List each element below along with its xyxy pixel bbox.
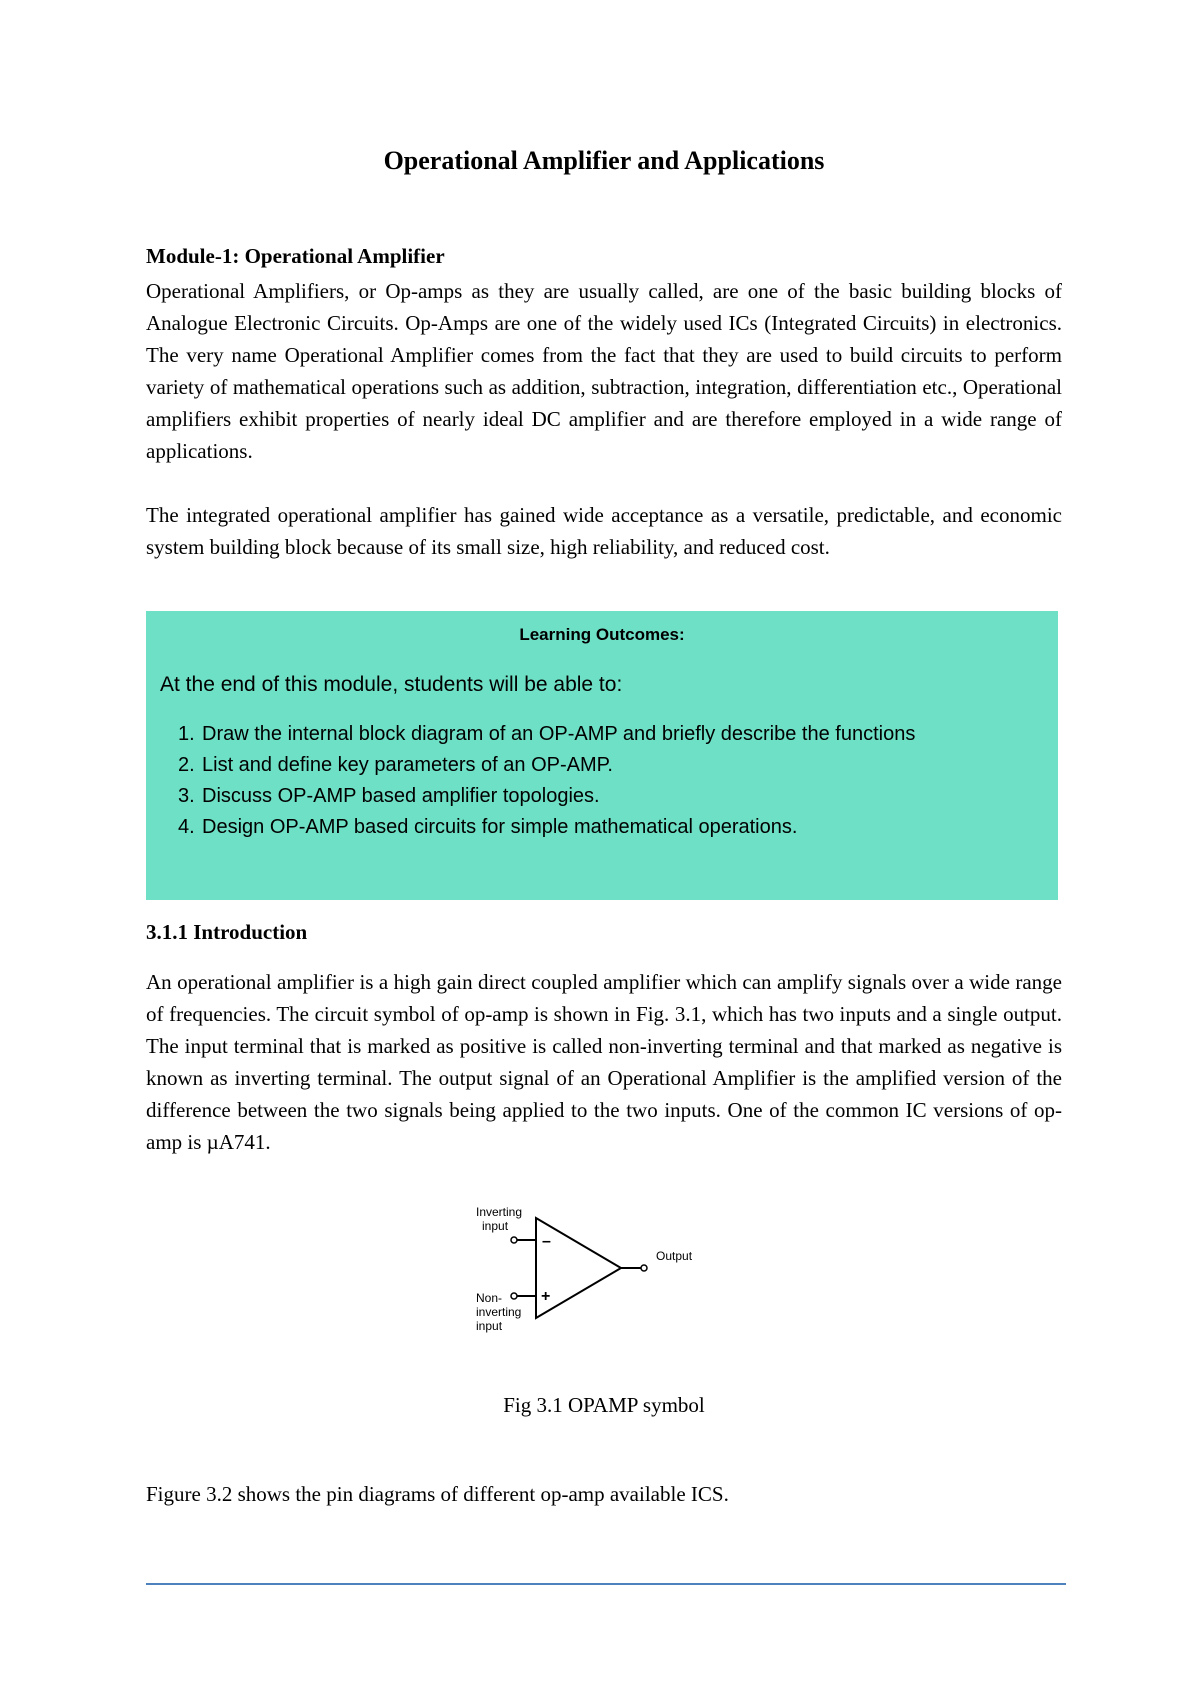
outcome-item-2 — [160, 750, 915, 781]
outcome-text: List and define key parameters of an OP-AMP. — [202, 754, 613, 776]
learning-outcomes-box — [146, 611, 1058, 900]
outcome-item-4 — [160, 812, 915, 843]
minus-sign: – — [542, 1233, 551, 1250]
noninverting-label-line3: input — [476, 1319, 503, 1333]
noninverting-label-line2: inverting — [476, 1305, 522, 1319]
outcome-number: 1. — [178, 723, 195, 745]
footer-rule — [146, 1583, 1066, 1585]
learning-outcomes-title: Learning Outcomes: — [519, 625, 685, 644]
opamp-symbol-diagram — [476, 1200, 726, 1350]
figure-caption: Fig 3.1 OPAMP symbol — [503, 1393, 705, 1417]
outcome-text: Discuss OP-AMP based amplifier topologies. — [202, 785, 600, 807]
noninverting-input-terminal — [511, 1293, 517, 1299]
output-label: Output — [656, 1249, 693, 1263]
output-terminal — [641, 1265, 647, 1271]
outcome-item-1 — [160, 719, 915, 750]
outcome-number: 4. — [178, 816, 195, 838]
learning-outcomes-intro: At the end of this module, students will be able to: — [160, 673, 623, 696]
outcome-text: Draw the internal block diagram of an OP-AMP and briefly describe the functions — [202, 723, 916, 745]
introduction-paragraph: An operational amplifier is a high gain direct coupled amplifier which can amplify signals over a wide range of frequencies. The circuit symbol of op-amp is shown in Fig. 3.1, which has two inputs and a single output. The input terminal that is marked as positive is called non-inverting terminal and that marked as negative is known as inverting terminal. The output signal of an Operational Amplifier is the amplified version of the difference between the two signals being applied to the two inputs. One of the common IC versions of op-amp is µA741. — [146, 970, 1062, 1154]
learning-outcomes-list — [160, 719, 915, 843]
opamp-symbol-figure — [476, 1200, 726, 1350]
inverting-label-line2: input — [482, 1219, 509, 1233]
outcome-text: Design OP-AMP based circuits for simple mathematical operations. — [202, 816, 798, 838]
introduction-heading: 3.1.1 Introduction — [146, 920, 308, 944]
outcome-item-3 — [160, 781, 915, 812]
noninverting-label-line1: Non- — [476, 1291, 503, 1305]
document-page — [146, 0, 1062, 1696]
document-title: Operational Amplifier and Applications — [383, 146, 825, 175]
outcome-number: 2. — [178, 754, 195, 776]
outcome-number: 3. — [178, 785, 195, 807]
inverting-label-line1: Inverting — [476, 1205, 523, 1219]
closing-paragraph: Figure 3.2 shows the pin diagrams of different op-amp available ICS. — [146, 1482, 729, 1506]
module-paragraph-1: Operational Amplifiers, or Op-amps as they are usually called, are one of the basic building blocks of Analogue Electronic Circuits. Op-Amps are one of the widely used ICs (Integrated Circuits) in electronics. The very name Operational Amplifier comes from the fact that they are used to build circuits to perform variety of mathematical operations such as addition, subtraction, integration, differentiation etc., Operational amplifiers exhibit properties of nearly ideal DC amplifier and are therefore employed in a wide range of applications. — [146, 279, 1062, 463]
module-paragraph-2: The integrated operational amplifier has gained wide acceptance as a versatile, predictable, and economic system building block because of its small size, high reliability, and reduced cost. — [146, 503, 1062, 559]
module-heading: Module-1: Operational Amplifier — [146, 244, 445, 268]
plus-sign: + — [541, 1288, 551, 1305]
inverting-input-terminal — [511, 1237, 517, 1243]
